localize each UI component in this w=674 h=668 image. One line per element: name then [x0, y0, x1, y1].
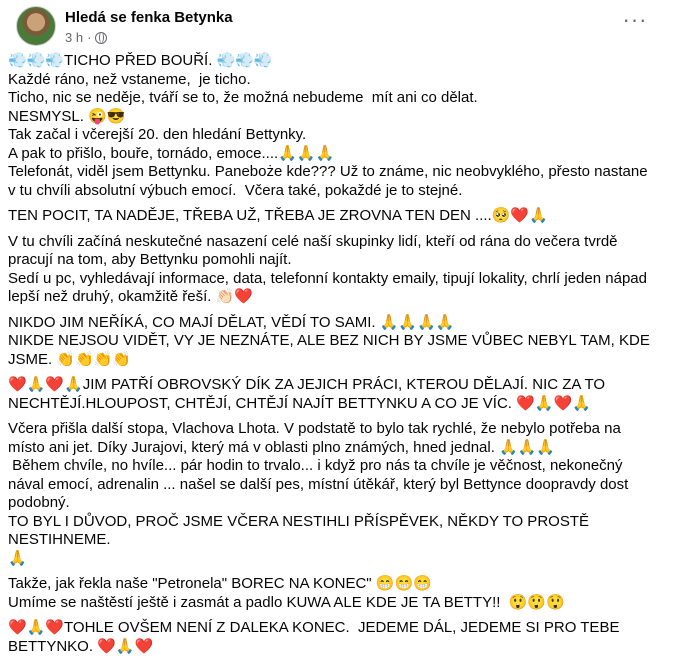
meta-separator: · — [87, 30, 92, 45]
page-avatar[interactable] — [16, 6, 56, 46]
post-paragraph: Takže, jak řekla naše "Petronela" BOREC NA KONEC" 😁😁😁 Umíme se naštěstí ještě i zasmát a padlo KUWA ALE KDE JE TA BETTY!! 😲😲😲 — [8, 575, 565, 611]
post-text — [8, 52, 668, 663]
post-paragraph: NIKDO JIM NEŘÍKÁ, CO MAJÍ DĚLAT, VĚDÍ TO SAMI. 🙏🙏🙏🙏 NIKDE NEJSOU VIDĚT, VY JE NEZNÁTE, ALE BEZ NICH BY JSME VŮBEC NEBYL TAM, KDE JSME. 👏👏👏👏 — [8, 313, 650, 368]
page-name[interactable]: Hledá se fenka Betynka — [65, 9, 233, 26]
post-paragraph: ❤️🙏❤️🙏JIM PATŘÍ OBROVSKÝ DÍK ZA JEJICH PRÁCI, KTEROU DĚLAJÍ. NIC ZA TO NECHTĚJÍ.HLOUPOST, CHTĚJÍ, CHTĚJÍ NAJÍT BETTYNKU A CO JE VÍC. ❤️🙏❤️🙏 — [8, 376, 606, 412]
post-meta — [65, 30, 107, 45]
post-paragraph: TEN POCIT, TA NADĚJE, TŘEBA UŽ, TŘEBA JE ZROVNA TEN DEN ....🥺❤️🙏 — [8, 207, 548, 224]
post-paragraph: ❤️🙏❤️TOHLE OVŠEM NENÍ Z DALEKA KONEC. JEDEME DÁL, JEDEME SI PRO TEBE BETTYNKO. ❤️🙏❤️ — [8, 619, 620, 655]
post-time[interactable]: 3 h — [65, 30, 84, 45]
more-options-button[interactable]: ··· — [622, 7, 648, 32]
post-paragraph: 💨💨💨TICHO PŘED BOUŘÍ. 💨💨💨 Každé ráno, než vstaneme, je ticho. Ticho, nic se neděje, tváří se to, že možná nebudeme mít ani co dělat. NESMYSL. 😜😎 Tak začal i včerejší 20. den hledání Bettynky. A pak to přišlo, bouře, tornádo, emoce....🙏🙏🙏 Telefonát, viděl jsem Bettynku. Paneboże kde??? Už to známe, nic neobvyklého, přesto nastane v tu chvíli absolutní výbuch emocí. Včera také, pokaždé je to stejné. — [8, 52, 648, 199]
globe-icon[interactable] — [95, 32, 107, 44]
post-paragraph: V tu chvíli začíná neskutečné nasazení celé naší skupinky lidí, kteří od rána do večera tvrdě pracují na tom, aby Bettynku pomohli najít. Sedí u pc, vyhledávají informace, data, telefonní kontakty emaily, tipují lokality, chrlí jeden nápad lepší než druhý, okamžitě řeší. 👏🏻❤️ — [8, 232, 647, 305]
post-paragraph: Včera přišla další stopa, Vlachova Lhota. V podstatě to bylo tak rychlé, že nebylo potřeba na místo ani jet. Díky Jurajovi, který má v oblasti plno známých, hned jednal. 🙏🙏🙏 Během chvíle, no hvíle... pár hodin to trvalo... i když pro nás ta chvíle je věčnost, nekonečný nával emocí, adrenalin ... našel se další pes, místní útěkář, který byl Bettynce doopravdy dost podobný. TO BYL I DŮVOD, PROČ JSME VČERA NESTIHLI PŘÍSPĚVEK, NĚKDY TO PROSTĚ NESTIHNEME. 🙏 — [8, 420, 629, 567]
post-header — [8, 0, 666, 52]
